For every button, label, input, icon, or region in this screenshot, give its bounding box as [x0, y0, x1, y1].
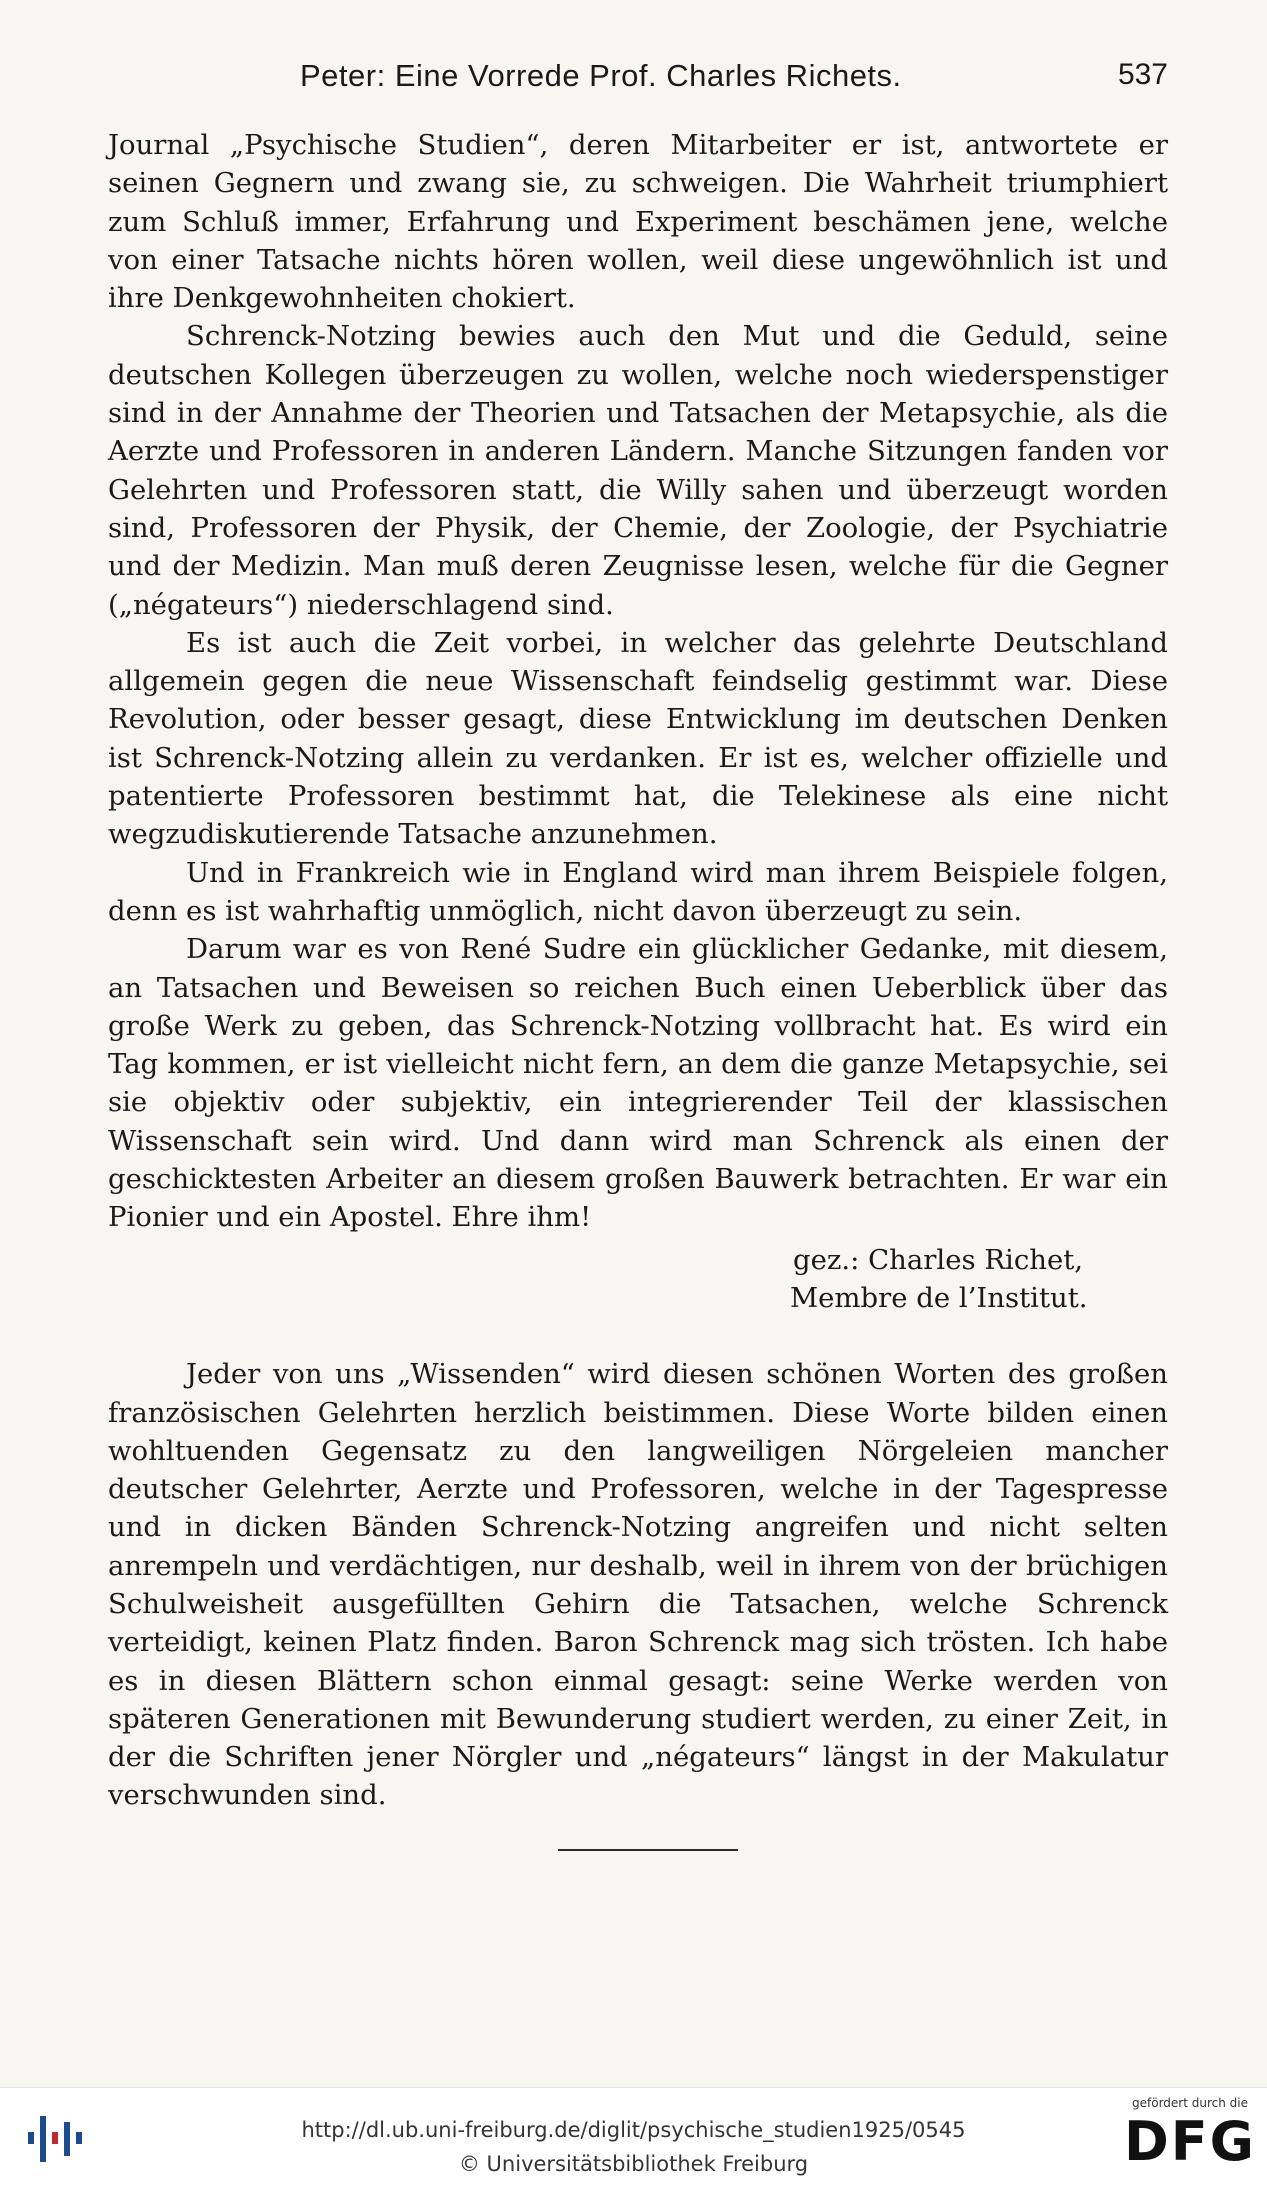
viewer-footer [0, 2087, 1267, 2188]
signature-name: gez.: Charles Richet, [793, 1243, 1084, 1276]
paragraph-1: Journal „Psychische Studien“, deren Mitarbeiter er ist, antwortete er seinen Gegnern und zwang sie, zu schweigen. Die Wahrheit triumphiert zum Schluß immer, Erfahrung und Experiment beschämen jene, welche von einer Tatsache nichts hören wollen, weil diese ungewöhnlich ist und ihre Denkgewohnheiten chokiert. [108, 129, 1168, 315]
permalink-url[interactable]: http://dl.ub.uni-freiburg.de/diglit/psychische_studien1925/0545 [301, 2118, 966, 2142]
copyright-notice: © Universitätsbibliothek Freiburg [458, 2152, 809, 2176]
dfg-logo [1120, 2096, 1260, 2184]
paragraph-5: Darum war es von René Sudre ein glücklicher Gedanke, mit diesem, an Tatsachen und Beweisen so reichen Buch einen Ueberblick über das große Werk zu geben, das Schrenck-Notzing vollbracht hat. Es wird ein Tag kommen, er ist vielleicht nicht fern, an dem die ganze Metapsychie, sei sie objektiv oder subjektiv, ein integrierender Teil der klassischen Wissenschaft sein wird. Und dann wird man Schrenck als einen der geschicktesten Arbeiter an diesem großen Bauwerk betrachten. Er war ein Pionier und ein Apostel. Ehre ihm! [108, 933, 1168, 1234]
dfg-caption: gefördert durch die [1132, 2096, 1248, 2110]
page-header [108, 58, 1168, 108]
page-number: 537 [1117, 58, 1168, 91]
dfg-logo-text: DFG [1123, 2110, 1257, 2173]
paragraph-3: Es ist auch die Zeit vorbei, in welcher das gelehrte Deutschland allgemein gegen die neue Wissenschaft feindselig gestimmt war. Diese Revolution, oder besser gesagt, diese Entwicklung im deutschen Denken ist Schrenck-Notzing allein zu verdanken. Er ist es, welcher offizielle und patentierte Professoren bestimmt hat, die Telekinese als eine nicht wegzudiskutierende Tatsache anzunehmen. [108, 626, 1168, 851]
signature-block [108, 1241, 1168, 1318]
section-gap [108, 1317, 1168, 1355]
closing-paragraph: Jeder von uns „Wissenden“ wird diesen schönen Worten des großen französischen Gelehrten herzlich beistimmen. Diese Worte bilden einen wohltuenden Gegensatz zu den langweiligen Nörgeleien mancher deutscher Gelehrter, Aerzte und Professoren, welche in der Tagespresse und in dicken Bänden Schrenck-Notzing angreifen und nicht selten anrempeln und verdächtigen, nur deshalb, weil in ihrem von der brüchigen Schulweisheit ausgefüllten Gehirn die Tatsachen, welche Schrenck verteidigt, keinen Platz finden. Baron Schrenck mag sich trösten. Ich habe es in diesen Blättern schon einmal gesagt: seine Werke werden von späteren Generationen mit Bewunderung studiert werden, zu einer Zeit, in der die Schriften jener Nörgler und „négateurs“ längst in der Makulatur verschwunden sind. [108, 1358, 1168, 1812]
signature-title: Membre de l’Institut. [790, 1281, 1088, 1314]
paragraph-2: Schrenck-Notzing bewies auch den Mut und die Geduld, seine deutschen Kollegen überzeugen zu wollen, welche noch wiederspenstiger sind in der Annahme der Theorien und Tatsachen der Metapsychie, als die Aerzte und Professoren in anderen Ländern. Manche Sitzungen fanden vor Gelehrten und Professoren statt, die Willy sahen und überzeugt worden sind, Professoren der Physik, der Chemie, der Zoologie, der Psychiatrie und der Medizin. Man muß deren Zeugnisse lesen, welche für die Gegner („négateurs“) niederschlagend sind. [108, 320, 1168, 621]
end-rule [558, 1849, 738, 1851]
paragraph-4: Und in Frankreich wie in England wird man ihrem Beispiele folgen, denn es ist wahrhaftig unmöglich, nicht davon überzeugt zu sein. [108, 856, 1168, 927]
running-title: Peter: Eine Vorrede Prof. Charles Richets. [300, 58, 902, 93]
body-text [108, 126, 1168, 1851]
